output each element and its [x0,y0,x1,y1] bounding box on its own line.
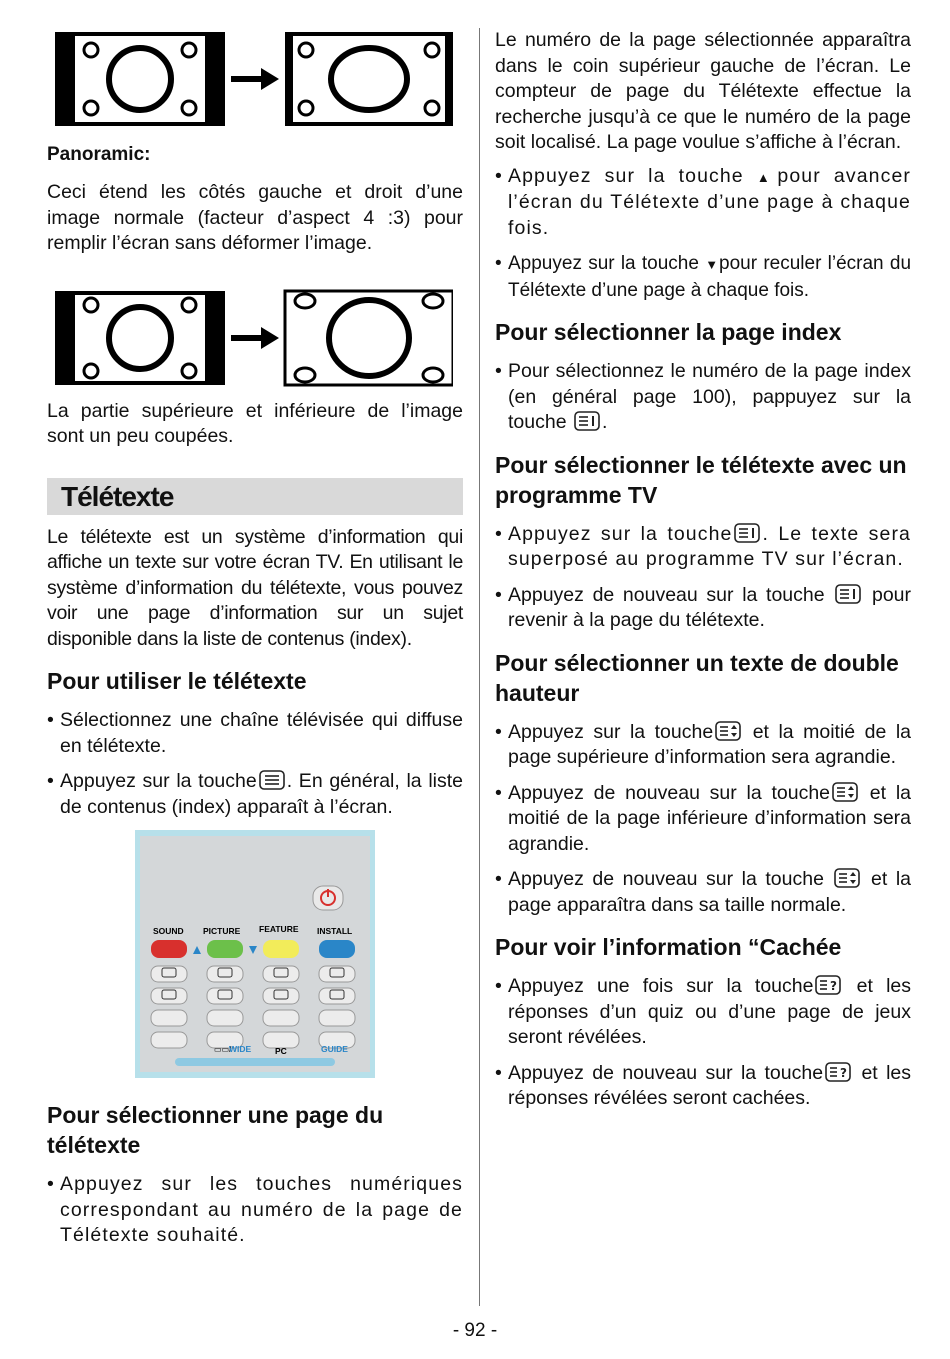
heading-double-height: Pour sélectionner un texte de double hauteur [495,649,899,706]
remote-label-pc: PC [275,1046,287,1056]
bullet-page-down: • Appuyez sur la touche ▼pour reculer l’écran du Télétexte d’une page à chaque fois. [495,251,911,303]
teletext-icon [259,770,285,790]
heading-hidden-info: Pour voir l’information “Cachée [495,934,842,960]
aspect-diagram-zoom [47,287,463,387]
remote-label-install: INSTALL [317,926,353,936]
bullet-numeric-keys: • Appuyez sur les touches numériques correspondant au numéro de la page de Télétexte souhaité. [47,1172,463,1249]
bullet-double-top: • Appuyez sur la touche et la moitié de la page supérieure d’information sera agrandie. [495,720,911,771]
heading-select-page: Pour sélectionner une page du télétexte [47,1102,384,1158]
bullet-double-bottom: • Appuyez de nouveau sur la touche et la moitié de la page inférieure d’information sera agrandie. [495,781,911,858]
bullet-hide: • Appuyez de nouveau sur la touche et les réponses révélées seront cachées. [495,1061,911,1112]
section-title-teletexte: Télétexte [47,478,463,515]
reveal-icon [825,1062,851,1082]
bullet-select-channel: • Sélectionnez une chaîne télévisée qui diffuse en télétexte. [47,708,463,759]
remote-label-guide: GUIDE [321,1044,348,1054]
reveal-icon [815,975,841,995]
page-number: - 92 - [452,1320,498,1341]
column-divider [479,28,480,1306]
aspect-diagram-panoramic [47,28,463,128]
double-height-icon [715,721,741,741]
arrow-down-icon: ▼ [705,257,720,272]
index-icon [574,411,600,431]
bullet-index: • Pour sélectionnez le numéro de la page index (en général page 100), pappuyez sur la touche . [495,359,911,436]
remote-control-image [135,830,375,1078]
teletext-intro: Le télétexte est un système d’information qui affiche un texte sur votre écran TV. En utilisant le système d’information du télétexte, vous pouvez voir une page d’information sur un sujet disponible dans la liste de contenus (index). [47,525,463,650]
panoramic-label: Panoramic: [47,144,151,165]
bullet-press-tv-txt: • Appuyez sur la touche . En général, la liste de contenus (index) apparaît à l’écran. [47,769,463,820]
double-height-icon [832,782,858,802]
heading-index-page: Pour sélectionner la page index [495,319,842,345]
remote-label-wide: WIDE [229,1044,252,1054]
bullet-reveal: • Appuyez une fois sur la touche et les réponses d’un quiz ou d’une page de jeux seront révélées. [495,974,911,1051]
bullet-mix: • Appuyez sur la touche . Le texte sera superposé au programme TV sur l’écran. [495,522,911,573]
bullet-page-up: • Appuyez sur la touche ▲pour avancer l’écran du Télétexte d’une page à chaque fois. [495,164,911,242]
heading-use-teletext: Pour utiliser le télétexte [47,668,307,694]
panoramic-text: Ceci étend les côtés gauche et droit d’une image normale (facteur d’aspect 4 :3) pour remplir l’écran sans déformer l’image. [47,181,463,254]
double-height-icon [834,868,860,888]
page-number-info: Le numéro de la page sélectionnée apparaîtra dans le coin supérieur gauche de l’écran. Le compteur de page du Télétexte effectue la recherche jusqu’à ce que le numéro de la page soit localisé. La page voulue s’affiche à l’écran. [495,29,911,153]
arrow-up-icon: ▲ [756,169,778,185]
crop-text: La partie supérieure et inférieure de l’image sont un peu coupées. [47,399,463,447]
remote-label-picture: PICTURE [203,926,241,936]
mix-icon [734,523,760,543]
remote-label-feature: FEATURE [259,924,299,934]
svg-text:▭▭/: ▭▭/ [214,1045,232,1054]
heading-teletext-with-tv: Pour sélectionner le télétexte avec un programme TV [495,451,907,508]
mix-icon [835,584,861,604]
bullet-mix-again: • Appuyez de nouveau sur la touche pour revenir à la page du télétexte. [495,583,911,634]
remote-label-sound: SOUND [153,926,184,936]
bullet-double-normal: • Appuyez de nouveau sur la touche et la page apparaîtra dans sa taille normale. [495,867,911,918]
left-column [47,28,463,1259]
right-column [495,28,911,1122]
